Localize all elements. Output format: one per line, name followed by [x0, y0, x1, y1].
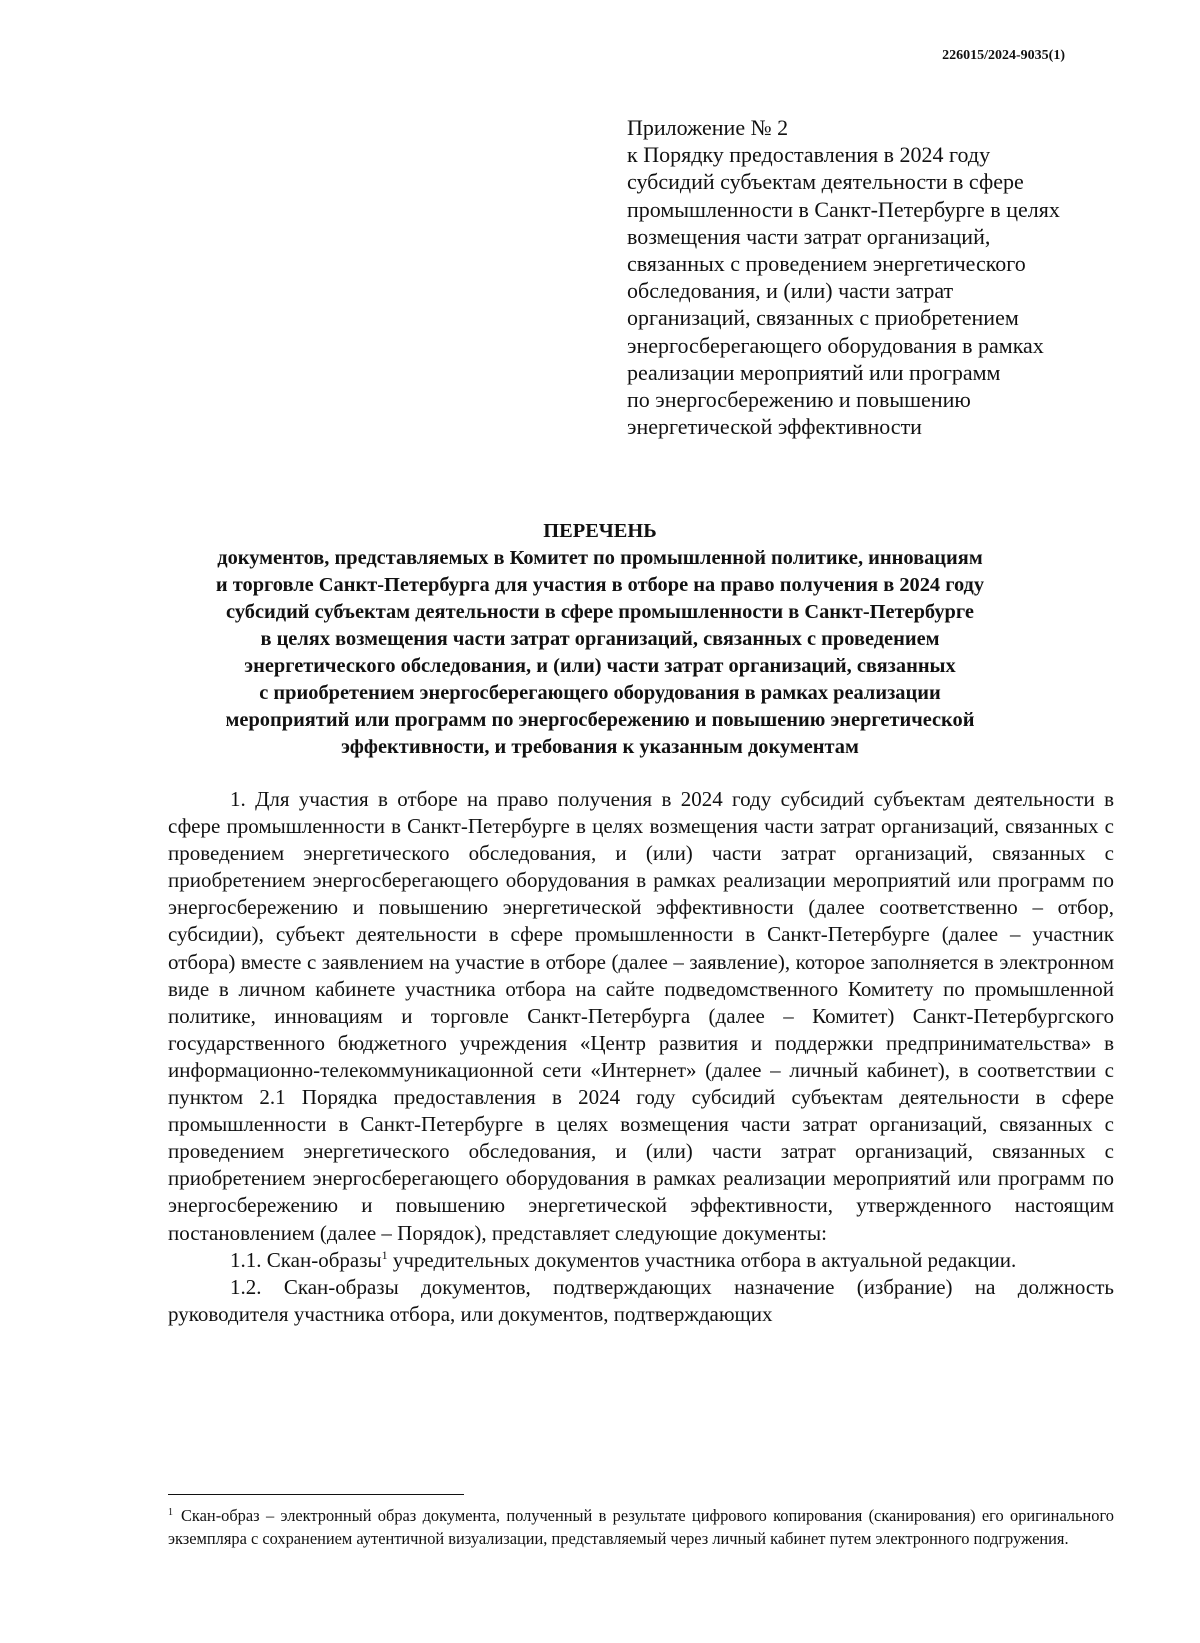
heading-line: эффективности, и требования к указанным документам [341, 736, 859, 758]
appendix-line: энергосберегающего оборудования в рамках [627, 332, 1044, 358]
appendix-line: организаций, связанных с приобретением [627, 305, 1019, 331]
appendix-line: промышленности в Санкт-Петербурге в целях [627, 196, 1060, 222]
appendix-line: к Порядку предоставления в 2024 году [627, 142, 991, 168]
footnote-divider [168, 1494, 464, 1495]
paragraph-1-2: 1.2. Скан-образы документов, подтверждающих назначение (избрание) на должность руководителя участника отбора, или документов, подтверждающих [168, 1274, 1114, 1326]
heading-line: с приобретением энергосберегающего оборудования в рамках реализации [259, 682, 941, 704]
footnote-text: Скан-образ – электронный образ документа, полученный в результате цифрового копирования (сканирования) его оригинального экземпляра с сохранением аутентичной визуализации, представляемый через личный кабинет путем электронного подгружения. [168, 1506, 1114, 1549]
appendix-line: реализации мероприятий или программ [627, 359, 1001, 385]
appendix-line: по энергосбережению и повышению [627, 387, 971, 413]
document-number: 226015/2024-9035(1) [942, 48, 1065, 63]
heading-line: субсидий субъектам деятельности в сфере промышленности в Санкт-Петербурге [226, 601, 974, 623]
paragraph-1-1-start: 1.1. Скан-образы [230, 1247, 382, 1272]
footnote [168, 1504, 1114, 1551]
appendix-line: связанных с проведением энергетического [627, 251, 1026, 277]
footnote-mark: 1 [168, 1506, 173, 1518]
paragraph-1-1 [168, 1247, 1114, 1274]
heading-title: ПЕРЕЧЕНЬ [543, 520, 657, 542]
appendix-line: обследования, и (или) части затрат [627, 278, 954, 304]
appendix-line: энергетической эффективности [627, 414, 922, 440]
footnote-reference: 1 [381, 1247, 388, 1262]
appendix-line: Приложение № 2 [627, 115, 789, 140]
heading-line: документов, представляемых в Комитет по промышленной политике, инновациям [217, 547, 983, 569]
body-text [168, 786, 1114, 1328]
paragraph-1: 1. Для участия в отборе на право получения в 2024 году субсидий субъектам деятельности в сфере промышленности в Санкт-Петербурге в целях возмещения части затрат организаций, связанных с проведением энергетического обследования, и (или) части затрат организаций, связанных с приобретением энергосберегающего оборудования в рамках реализации мероприятий или программ по энергосбережению и повышению энергетической эффективности (далее соответственно – отбор, субсидии), субъект деятельности в сфере промышленности в Санкт-Петербурге (далее – участник отбора) вместе с заявлением на участие в отборе (далее – заявление), которое заполняется в электронном виде в личном кабинете участника отбора на сайте подведомственного Комитету по промышленной политике, инновациям и торговле Санкт-Петербурга (далее – Комитет) Санкт-Петербургского государственного бюджетного учреждения «Центр развития и поддержки предпринимательства» в информационно-телекоммуникационной сети «Интернет» (далее – личный кабинет), в соответствии с пунктом 2.1 Порядка предоставления в 2024 году субсидий субъектам деятельности в сфере промышленности в Санкт-Петербурге в целях возмещения части затрат организаций, связанных с проведением энергетического обследования, и (или) части затрат организаций, связанных с приобретением энергосберегающего оборудования в рамках реализации мероприятий или программ по энергосбережению и повышению энергетической эффективности, утвержденного настоящим постановлением (далее – Порядок), представляет следующие документы: [168, 787, 1114, 1245]
paragraph-1-1-end: учредительных документов участника отбора в актуальной редакции. [387, 1247, 1017, 1272]
document-heading [120, 518, 1080, 761]
heading-line: энергетического обследования, и (или) части затрат организаций, связанных [244, 655, 956, 677]
heading-line: мероприятий или программ по энергосбережению и повышению энергетической [225, 709, 975, 731]
appendix-line: субсидий субъектам деятельности в сфере [627, 169, 1024, 195]
appendix-block [627, 114, 1147, 440]
heading-line: в целях возмещения части затрат организаций, связанных с проведением [260, 628, 940, 650]
appendix-line: возмещения части затрат организаций, [627, 223, 991, 249]
heading-line: и торговле Санкт-Петербурга для участия в отборе на право получения в 2024 году [215, 574, 985, 596]
